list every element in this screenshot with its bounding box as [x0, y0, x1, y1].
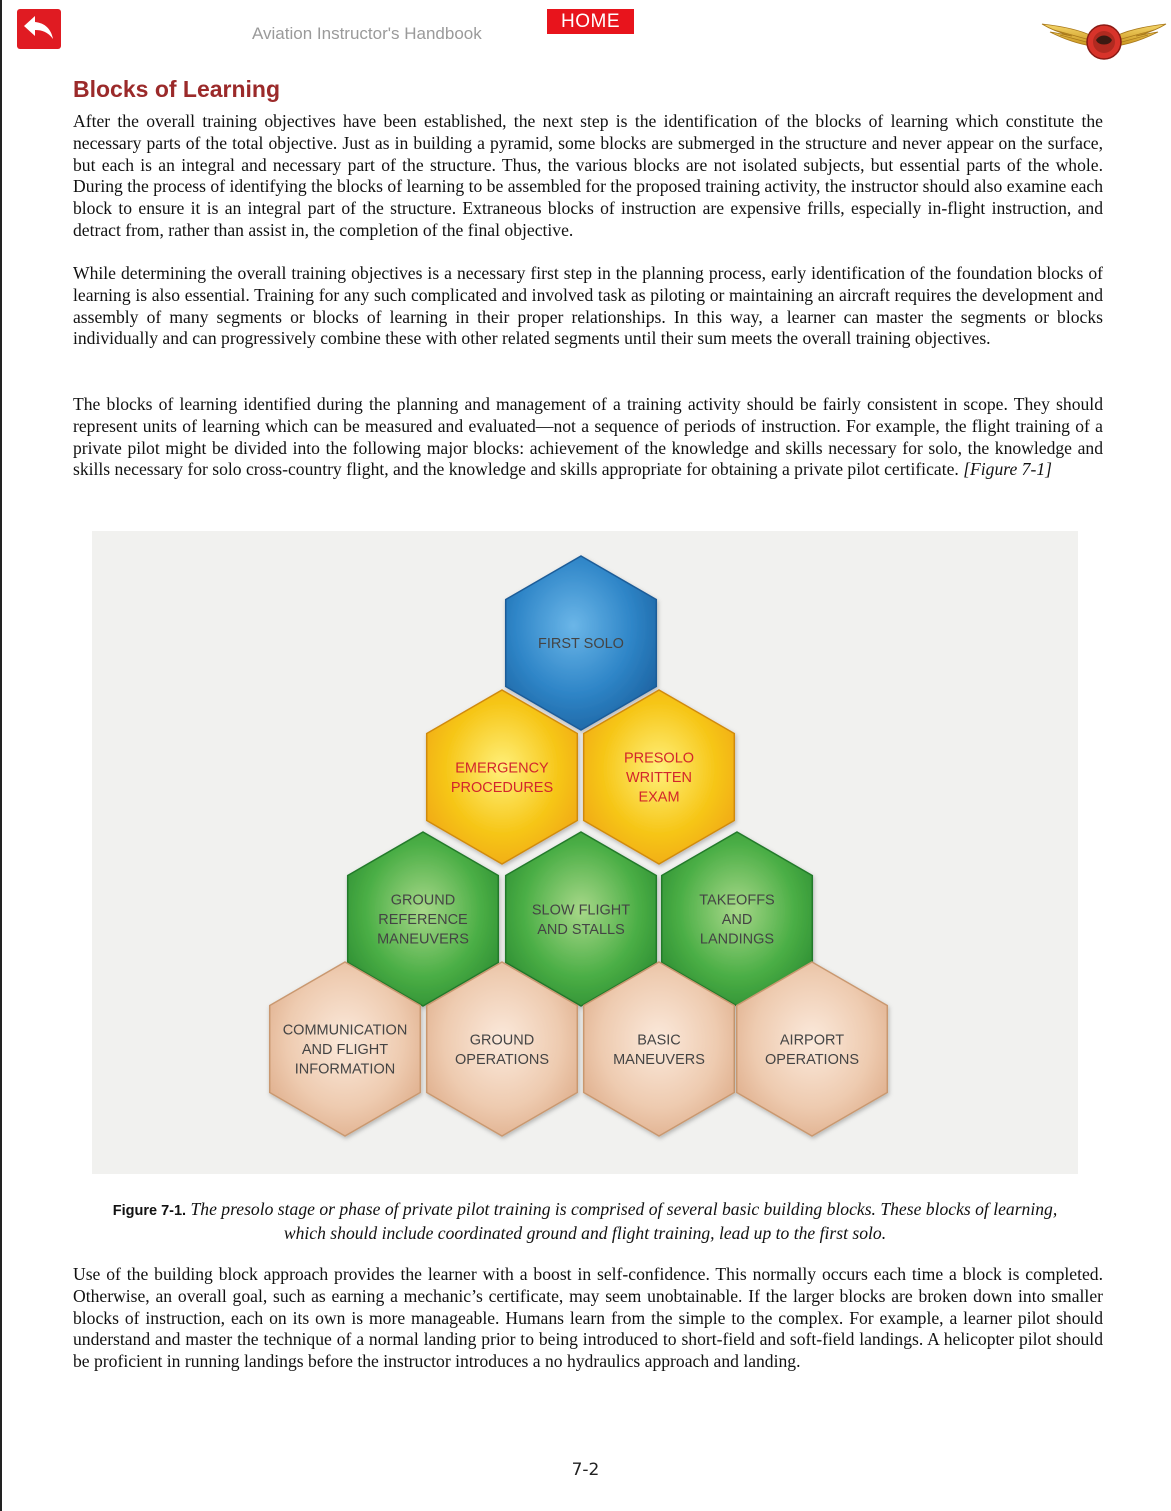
figure-reference: [Figure 7-1] [963, 459, 1052, 480]
hex-label-line: COMMUNICATION [282, 1022, 408, 1039]
hex-label-line: OPERATIONS [455, 1051, 549, 1068]
back-arrow-icon [22, 13, 56, 46]
hex-label-line: AND STALLS [537, 921, 625, 938]
hex-label-line: REFERENCE [378, 912, 468, 928]
hex-label-line: BASIC [637, 1032, 681, 1049]
paragraph-2: While determining the overall training objectives is a necessary first step in the planning process, early identification of the foundation blocks of learning is also essential. Training for any such complicated and involved task as piloting or maintaining an aircraft requires the development and assembly of many segments or blocks of learning in their proper relationships. In this way, a learner can master the segments or blocks individually and can progressively combine these with other related segments until their sum meets the overall training objectives. [73, 263, 1103, 349]
figure-blocks-of-learning [92, 531, 1078, 1174]
hexagon-layer [270, 556, 888, 1136]
figure-caption-label: Figure 7-1. [112, 1203, 187, 1219]
hex-label-line: MANEUVERS [613, 1051, 705, 1068]
left-border [0, 0, 2, 1511]
hex-label-line: WRITTEN [625, 770, 693, 786]
hex-label-line: EXAM [638, 789, 680, 806]
hex-label-line: GROUND [469, 1032, 535, 1049]
hex-label-line: FIRST SOLO [538, 636, 624, 652]
back-button[interactable] [17, 9, 61, 49]
page-number: 7-2 [571, 1460, 600, 1480]
hex-label-line: AND FLIGHT [301, 1042, 389, 1058]
hex-label-line: INFORMATION [294, 1061, 396, 1078]
hex-label-line: AIRPORT [779, 1032, 845, 1049]
home-button[interactable]: HOME [547, 9, 634, 34]
hex-shape-yellow [427, 690, 578, 864]
hex-label-line: GROUND [390, 892, 456, 909]
hex-label-line: SLOW FLIGHT [531, 902, 631, 919]
hex-label-line: LANDINGS [699, 931, 775, 948]
hex-label-line: TAKEOFFS [699, 892, 775, 909]
hex-label-line: AND [721, 912, 753, 928]
wings-logo-icon [1040, 16, 1168, 68]
paragraph-3-text: The blocks of learning identified during the planning and management of a training activity should be fairly consistent in scope. They should represent units of learning which can be measured and evaluated—not a sequence of periods of instruction. For example, the flight training of a private pilot might be divided into the following major blocks: achievement of the knowledge and skills necessary for solo, the knowledge and skills necessary for solo cross-country flight, and the knowledge and skills appropriate for obtaining a private pilot certificate. [73, 394, 1103, 480]
hex-label-line: PROCEDURES [450, 779, 554, 796]
hexagon-pyramid-diagram [92, 531, 1078, 1174]
section-title: Blocks of Learning [73, 76, 281, 102]
figure-caption [92, 1199, 1078, 1245]
hex-label-line: EMERGENCY [455, 760, 549, 777]
hex-label-line: OPERATIONS [765, 1051, 859, 1068]
hex-block [427, 690, 578, 864]
hex-label [538, 636, 624, 652]
hex-label-line: PRESOLO [623, 750, 695, 767]
figure-caption-text: The presolo stage or phase of private pilot training is comprised of several basic building blocks. These blocks of learning, which should include coordinated ground and flight training, lead up to the first solo. [190, 1199, 1058, 1243]
paragraph-4: Use of the building block approach provides the learner with a boost in self-confidence. This normally occurs each time a block is completed. Otherwise, an overall goal, such as earning a mechanic’s certificate, may seem unobtainable. If the larger blocks are broken down into smaller blocks of instruction, each on its own is more manageable. Humans learn from the simple to the complex. For example, a learner pilot should understand and master the technique of a normal landing prior to being introduced to short-field and soft-field landings. A helicopter pilot should be proficient in running landings before the instructor introduces a no hydraulics approach and landing. [73, 1264, 1103, 1372]
hex-label-line: MANEUVERS [377, 931, 469, 948]
book-title: Aviation Instructor's Handbook [252, 24, 482, 43]
hex-label [377, 893, 469, 948]
paragraph-3 [73, 394, 1103, 481]
paragraph-1: After the overall training objectives have been established, the next step is the identification of the blocks of learning which constitute the necessary parts of the total objective. Just as in building a pyramid, some blocks are submerged in the structure and never appear on the surface, but each is an integral and necessary part of the structure. Thus, the various blocks are not isolated subjects, but essential parts of the whole. During the process of identifying the blocks of learning to be assembled for the proposed training activity, the instructor should also examine each block to ensure it is an integral part of the structure. Extraneous blocks of instruction are expensive frills, especially in-flight instruction, and detract from, rather than assist in, the completion of the final objective. [73, 111, 1103, 240]
